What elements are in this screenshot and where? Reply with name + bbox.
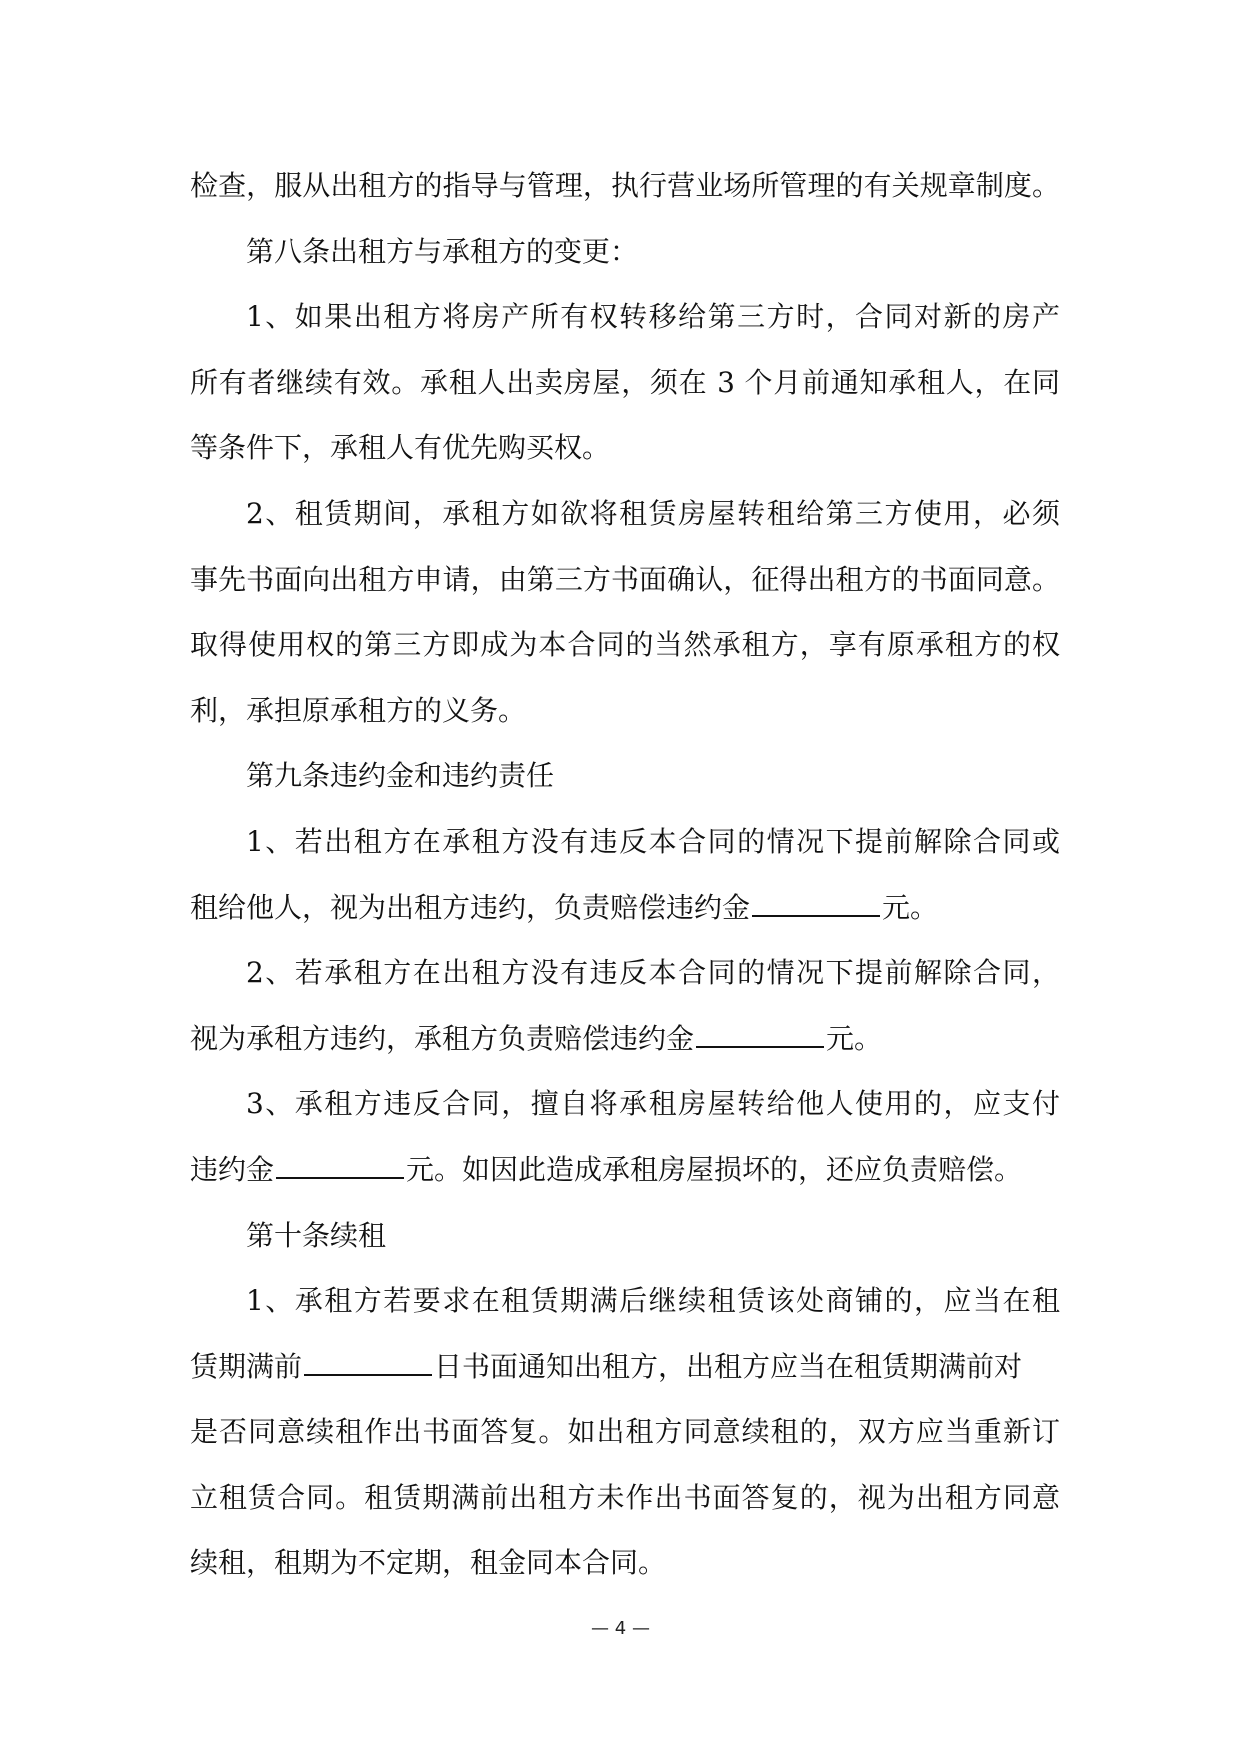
text-line: 续租，租期为不定期，租金同本合同。 xyxy=(190,1546,667,1580)
section-heading-8: 第八条出租方与承租方的变更： xyxy=(246,234,639,268)
text-line: 取得使用权的第三方即成为本合同的当然承租方，享有原承租方的权 xyxy=(190,628,1060,662)
text-line: 2、租赁期间，承租方如欲将租赁房屋转租给第三方使用，必须 xyxy=(246,496,1060,530)
text-line: 2、若承租方在出租方没有违反本合同的情况下提前解除合同， xyxy=(246,956,1060,990)
text-line: 1、承租方若要求在租赁期满后继续租赁该处商铺的，应当在租 xyxy=(246,1284,1060,1318)
body-text xyxy=(190,153,1060,1596)
page-number: — 4 — xyxy=(591,1618,650,1639)
text-line: 检查，服从出租方的指导与管理，执行营业场所管理的有关规章制度。 xyxy=(190,169,1060,202)
text-line: 视为承租方违约，承租方负责赔偿违约金 元。 xyxy=(190,1006,1060,1072)
text-line: 利，承担原承租方的义务。 xyxy=(190,693,527,727)
fill-in-blank xyxy=(304,1344,432,1376)
fill-in-blank xyxy=(276,1147,404,1179)
text-line: 1、如果出租方将房产所有权转移给第三方时，合同对新的房产 xyxy=(246,300,1060,334)
text-line: 租给他人，视为出租方违约，负责赔偿违约金 元。 xyxy=(190,875,1060,941)
text-line: 立租赁合同。租赁期满前出租方未作出书面答复的，视为出租方同意 xyxy=(190,1480,1060,1514)
section-heading-10: 第十条续租 xyxy=(246,1218,387,1252)
text-line: 3、承租方违反合同，擅自将承租房屋转给他人使用的，应支付 xyxy=(246,1087,1060,1121)
fill-in-blank xyxy=(752,885,880,917)
section-heading-9: 第九条违约金和违约责任 xyxy=(246,759,555,793)
text-line: 等条件下，承租人有优先购买权。 xyxy=(190,431,611,465)
fill-in-blank xyxy=(696,1016,824,1048)
text-line: 赁期满前 日书面通知出租方，出租方应当在租赁期满前对 xyxy=(190,1334,1060,1400)
text-line: 是否同意续租作出书面答复。如出租方同意续租的，双方应当重新订 xyxy=(190,1415,1060,1449)
text-line: 1、若出租方在承租方没有违反本合同的情况下提前解除合同或 xyxy=(246,824,1060,858)
text-line: 事先书面向出租方申请，由第三方书面确认，征得出租方的书面同意。 xyxy=(190,562,1060,596)
text-line: 违约金 元。如因此造成承租房屋损坏的，还应负责赔偿。 xyxy=(190,1137,1060,1203)
text-line: 所有者继续有效。承租人出卖房屋，须在 3 个月前通知承租人，在同 xyxy=(190,365,1060,399)
